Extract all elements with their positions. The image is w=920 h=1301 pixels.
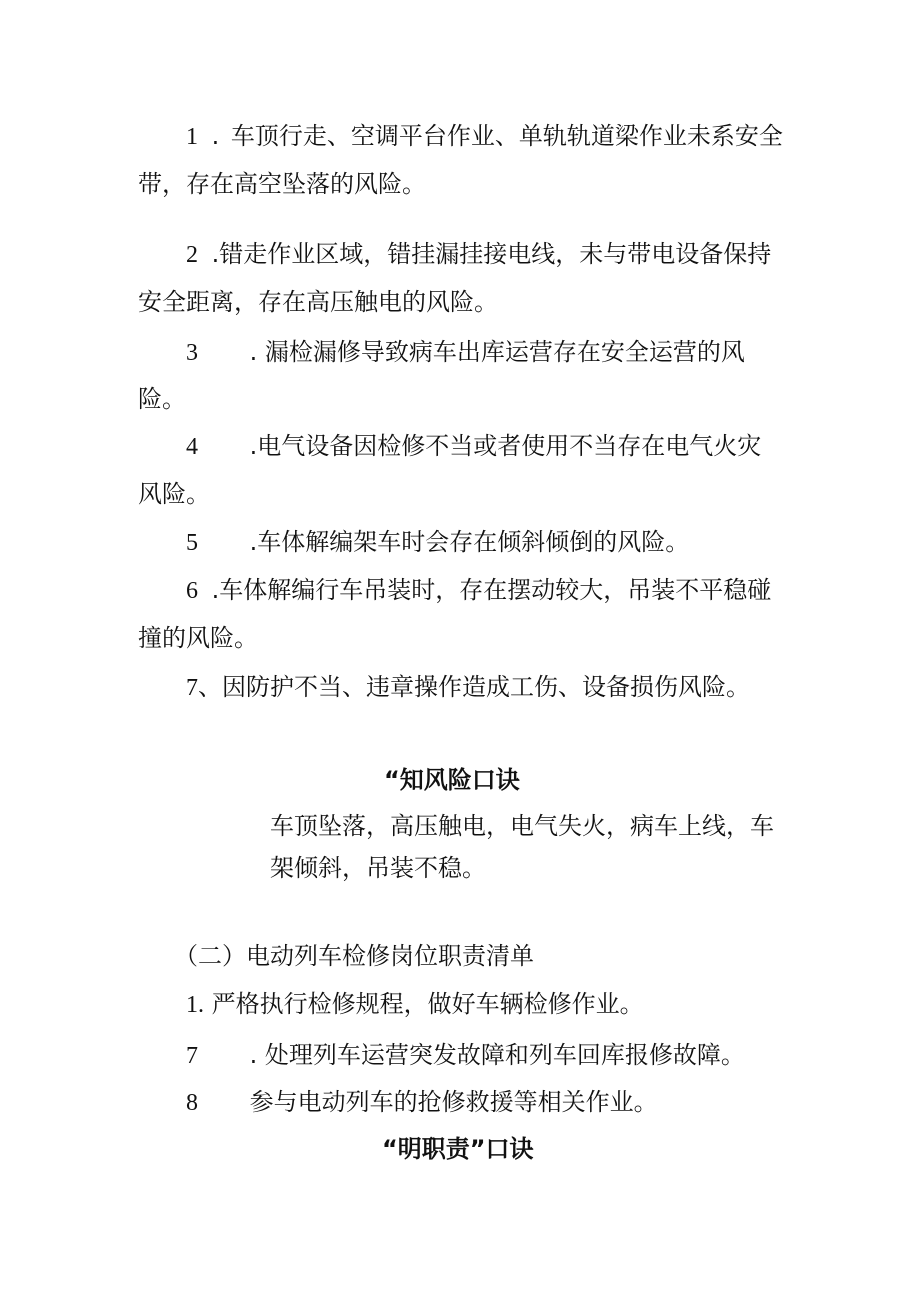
duty-item-1-text: 严格执行检修规程，做好车辆检修作业。 (211, 990, 644, 1018)
risk-item-6-line1 (186, 576, 771, 605)
risk-item-6-text: 车体解编行车吊装时，存在摆动较大，吊装不平稳碰 (219, 576, 772, 604)
duty-item-3-number: 8 (186, 1090, 198, 1116)
risk-item-4-line1 (186, 432, 761, 461)
duty-item-2-text: 处理列车运营突发故障和列车回库报修故障。 (264, 1041, 745, 1069)
risk-item-7-separator: 、 (198, 673, 222, 701)
risk-item-4-line2: 风险。 (138, 480, 210, 508)
duty-verse-heading: “明职责”口诀 (382, 1135, 534, 1163)
risk-item-1-separator: . (211, 122, 220, 150)
risk-item-7-line1 (186, 673, 750, 702)
risk-verse-heading: “知风险口诀 (384, 766, 520, 794)
risk-item-6-line2: 撞的风险。 (138, 624, 258, 652)
risk-item-6-separator: . (211, 576, 220, 604)
risk-item-3-line1 (186, 338, 745, 367)
duty-item-1 (186, 990, 644, 1019)
duty-item-1-number: 1. (186, 992, 204, 1018)
risk-item-5-line1 (186, 528, 689, 557)
risk-item-2-line1 (186, 240, 771, 269)
risk-item-3-line2: 险。 (138, 385, 186, 413)
risk-item-5-separator: . (249, 528, 258, 556)
duty-section-title: （二）电动列车检修岗位职责清单 (174, 942, 534, 970)
risk-item-4-text: 电气设备因检修不当或者使用不当存在电气火灾 (257, 432, 762, 460)
duty-item-3-text: 参与电动列车的抢修救援等相关作业。 (249, 1088, 658, 1116)
risk-item-2-line2: 安全距离，存在高压触电的风险。 (138, 288, 498, 316)
risk-item-6-number: 6 (186, 578, 198, 604)
risk-item-4-separator: . (249, 432, 258, 460)
duty-item-2 (186, 1041, 745, 1070)
risk-item-3-separator: . (249, 338, 258, 366)
duty-item-2-number: 7 (186, 1043, 198, 1069)
risk-item-5-number: 5 (186, 530, 198, 556)
risk-item-7-text: 因防护不当、违章操作造成工伤、设备损伤风险。 (222, 673, 750, 701)
risk-item-3-number: 3 (186, 340, 198, 366)
duty-item-2-separator: . (249, 1041, 258, 1069)
risk-item-1-line2: 带，存在高空坠落的风险。 (138, 170, 426, 198)
risk-item-1-line1 (186, 122, 783, 151)
risk-item-3-text: 漏检漏修导致病车出库运营存在安全运营的风 (264, 338, 745, 366)
risk-verse-line2: 架倾斜，吊装不稳。 (270, 854, 486, 882)
risk-item-7-number: 7 (186, 675, 198, 701)
risk-item-1-text: 车顶行走、空调平台作业、单轨轨道梁作业未系安全 (230, 122, 783, 150)
risk-item-2-text: 错走作业区域，错挂漏挂接电线，未与带电设备保持 (219, 240, 772, 268)
risk-verse-line1: 车顶坠落，高压触电，电气失火，病车上线，车 (270, 812, 774, 840)
risk-item-2-separator: . (211, 240, 220, 268)
risk-item-1-number: 1 (186, 124, 198, 150)
risk-item-4-number: 4 (186, 434, 198, 460)
duty-item-3 (186, 1088, 658, 1117)
risk-item-5-text: 车体解编架车时会存在倾斜倾倒的风险。 (257, 528, 690, 556)
risk-item-2-number: 2 (186, 242, 198, 268)
